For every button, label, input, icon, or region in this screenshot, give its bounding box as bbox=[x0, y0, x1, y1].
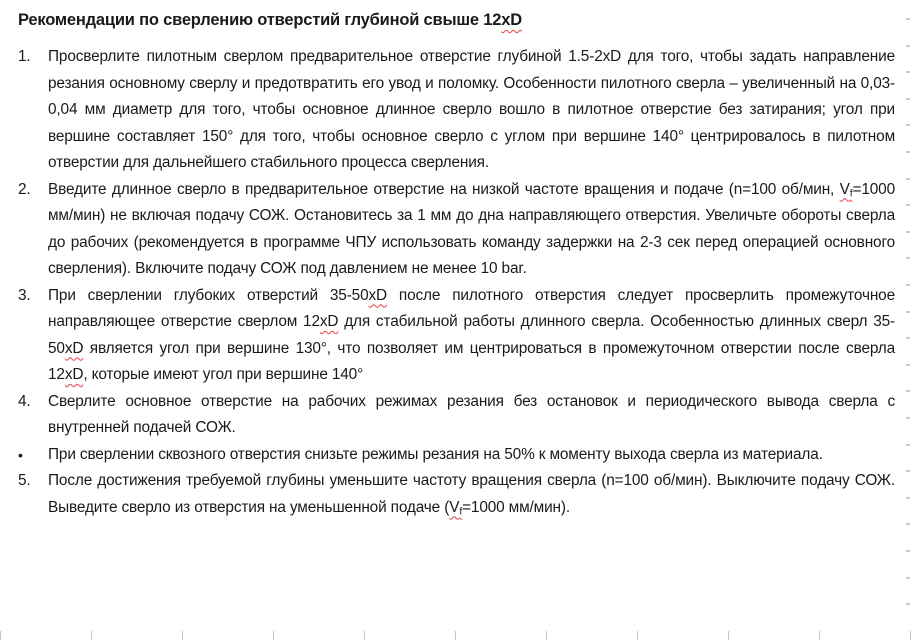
grid-tick bbox=[91, 631, 92, 640]
grid-tick bbox=[910, 631, 911, 640]
edge-dash bbox=[906, 603, 910, 605]
edge-dash bbox=[906, 231, 910, 233]
misspelled-text: xD bbox=[368, 286, 388, 304]
list-item-text bbox=[48, 177, 895, 283]
edge-dash bbox=[906, 71, 910, 73]
list-item bbox=[18, 44, 895, 177]
misspelled-text: xD bbox=[64, 366, 84, 383]
edge-dash bbox=[906, 18, 910, 20]
misspelled-text bbox=[449, 499, 462, 516]
grid-tick bbox=[728, 631, 729, 640]
text-run: после пилотного отверстия следует просверлить промежуточное направляющее отверстие сверлом 12 bbox=[48, 286, 896, 330]
text-run: Сверлите основное отверстие на рабочих режимах резания без остановок и периодического вывода сверла с внутренней подачей СОЖ. bbox=[48, 392, 895, 436]
grid-tick bbox=[273, 631, 274, 640]
text-run: V bbox=[449, 498, 460, 516]
list-bullet: • bbox=[18, 446, 23, 463]
grid-tick bbox=[819, 631, 820, 640]
list-item-text bbox=[48, 468, 895, 521]
edge-dash bbox=[906, 390, 910, 392]
list-number: 4. bbox=[18, 392, 31, 410]
list-item bbox=[18, 468, 895, 521]
edge-dash bbox=[906, 178, 910, 180]
edge-dash bbox=[906, 364, 910, 366]
instruction-list bbox=[18, 44, 895, 521]
text-run: f bbox=[849, 188, 853, 200]
list-item-text bbox=[48, 389, 895, 442]
text-run: =1000 мм/мин). bbox=[462, 498, 570, 516]
edge-dash bbox=[906, 337, 910, 339]
grid-tick bbox=[455, 631, 456, 640]
text-run: При сверлении глубоких отверстий 35-50 bbox=[48, 286, 369, 304]
list-item bbox=[18, 389, 895, 442]
text-run: =1000 мм/мин) не включая подачу СОЖ. Остановитесь за 1 мм до дна направляющего отверстия. Увеличьте обороты сверла до рабочих (рекомендуется в программе ЧПУ использовать команду задержки на 2-3 сек перед операцией основного сверления). Включите подачу СОЖ под давлением не менее 10 bar. bbox=[48, 180, 895, 277]
text-run: Рекомендации по сверлению отверстий глубиной свыше 12 bbox=[18, 11, 502, 29]
list-item bbox=[18, 283, 895, 389]
edge-dash bbox=[906, 523, 910, 525]
misspelled-text bbox=[840, 181, 853, 198]
list-number: 2. bbox=[18, 180, 31, 198]
text-run: После достижения требуемой глубины уменьшите частоту вращения сверла (n=100 об/мин). Выключите подачу СОЖ. Выведите сверло из отверстия на уменьшенной подаче ( bbox=[48, 472, 895, 516]
grid-tick bbox=[0, 631, 1, 640]
list-item-text bbox=[48, 442, 895, 469]
edge-dash bbox=[906, 417, 910, 419]
text-run: f bbox=[459, 506, 463, 518]
edge-dash bbox=[906, 204, 910, 206]
edge-dash bbox=[906, 497, 910, 499]
edge-dash bbox=[906, 284, 910, 286]
grid-tick bbox=[546, 631, 547, 640]
text-run: Введите длинное сверло в предварительное отверстие на низкой частоте вращения и подаче (n=100 об/мин, bbox=[48, 180, 840, 198]
edge-dash bbox=[906, 444, 910, 446]
text-run: является угол при вершине 130°, что позволяет им центрироваться в промежуточном отверстии после сверла 12 bbox=[48, 339, 895, 383]
text-run: При сверлении сквозного отверстия снизьте режимы резания на 50% к моменту выхода сверла из материала. bbox=[48, 445, 823, 463]
misspelled-text: xD bbox=[319, 313, 339, 330]
edge-dash bbox=[906, 151, 910, 153]
edge-dash bbox=[906, 124, 910, 126]
misspelled-text: xD bbox=[64, 339, 84, 357]
list-number: 3. bbox=[18, 286, 31, 304]
edge-dash bbox=[906, 550, 910, 552]
list-item bbox=[18, 177, 895, 283]
text-run: для стабильной работы длинного сверла. Особенностью длинных сверл 35-50 bbox=[48, 313, 895, 357]
edge-dash bbox=[906, 470, 910, 472]
list-item-text bbox=[48, 283, 895, 389]
edge-dash bbox=[906, 257, 910, 259]
page-title bbox=[18, 10, 895, 31]
text-run: V bbox=[839, 180, 850, 198]
edge-dash bbox=[906, 98, 910, 100]
list-number: 1. bbox=[18, 48, 31, 65]
list-item-text bbox=[48, 44, 895, 177]
edge-dash bbox=[906, 45, 910, 47]
list-item bbox=[18, 442, 895, 469]
text-run: , которые имеют угол при вершине 140° bbox=[83, 366, 364, 383]
grid-tick bbox=[637, 631, 638, 640]
misspelled-text: xD bbox=[501, 11, 522, 29]
list-number: 5. bbox=[18, 472, 31, 489]
grid-tick bbox=[182, 631, 183, 640]
edge-dash bbox=[906, 577, 910, 579]
text-run: Просверлите пилотным сверлом предварительное отверстие глубиной 1.5-2xD для того, чтобы задать направление резания основному сверлу и предотвратить его увод и поломку. Особенности пилотного сверла – увеличенный на 0,03-0,04 мм диаметр для того, чтобы основное длинное сверло вошло в пилотное отверстие без затирания; угол при вершине составляет 150° для того, чтобы основное сверло с углом при вершине 140° центрировалось в пилотном отверстии для дальнейшего стабильного процесса сверления. bbox=[48, 48, 895, 171]
edge-dash bbox=[906, 311, 910, 313]
grid-tick bbox=[364, 631, 365, 640]
